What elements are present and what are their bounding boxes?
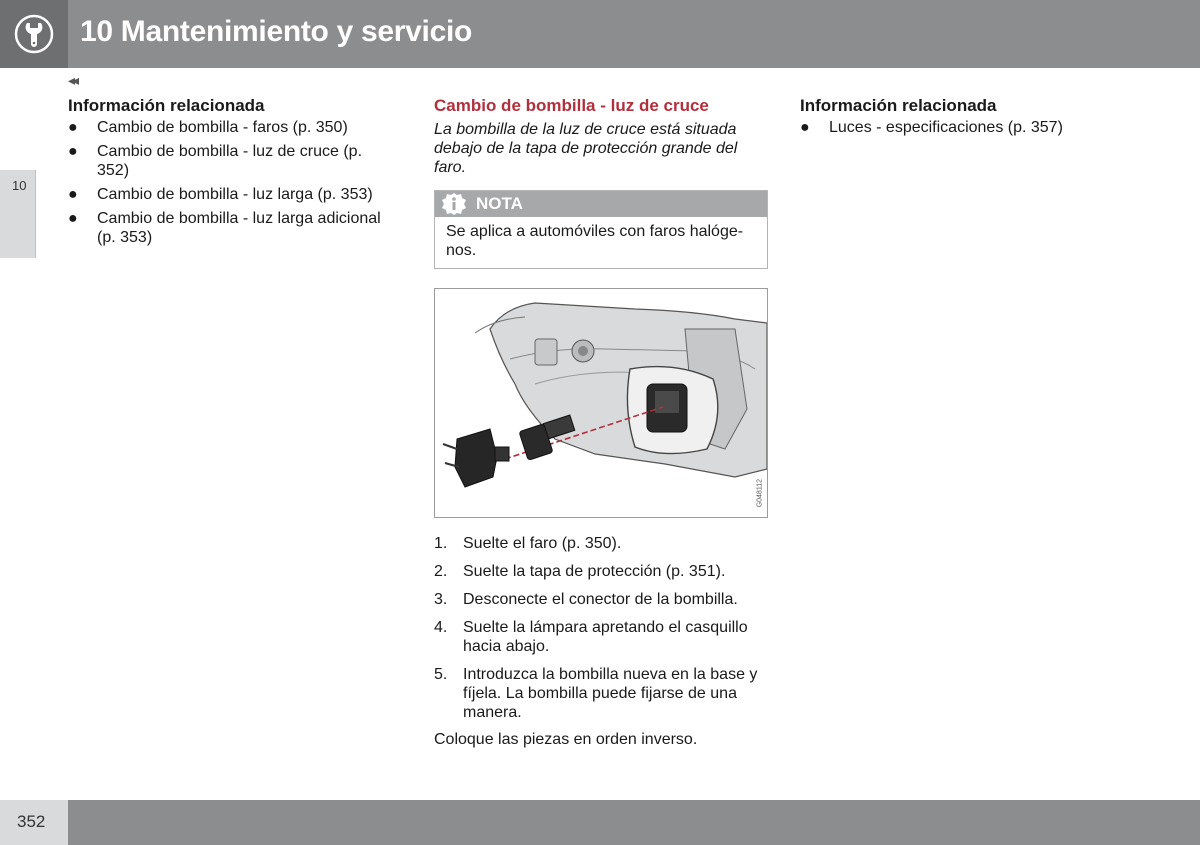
related-link-text[interactable]: Cambio de bombilla - faros (p. 350) — [97, 119, 348, 136]
related-info-left — [68, 96, 398, 247]
step-number: 1. — [434, 535, 448, 552]
note-header — [435, 191, 767, 217]
step-number: 5. — [434, 666, 448, 683]
headlight-illustration — [434, 288, 768, 518]
bullet-icon: ● — [68, 210, 78, 227]
step-item — [434, 534, 768, 553]
section-heading: Información relacionada — [800, 96, 997, 115]
bullet-icon: ● — [68, 143, 78, 160]
step-item — [434, 665, 768, 722]
info-icon — [439, 192, 469, 216]
step-text: Introduzca la bombilla nueva en la base y fíjela. La bombilla puede fijarse de una manera. — [463, 666, 758, 721]
section-title: Cambio de bombilla - luz de cruce — [434, 96, 709, 115]
wrench-icon — [14, 14, 54, 54]
section-heading: Información relacionada — [68, 96, 265, 115]
page-header — [0, 0, 1200, 68]
steps-list — [434, 534, 768, 722]
bullet-icon: ● — [68, 186, 78, 203]
page-number-box — [0, 800, 68, 845]
chapter-title: 10 Mantenimiento y servicio — [80, 15, 473, 48]
page-footer — [0, 800, 1200, 845]
related-link-text[interactable]: Cambio de bombilla - luz larga (p. 353) — [97, 186, 373, 203]
related-link-text[interactable]: Cambio de bombilla - luz de cruce (p. 352) — [97, 143, 363, 179]
related-link-text[interactable]: Cambio de bombilla - luz larga adicional (p. 353) — [97, 210, 381, 246]
related-info-right — [800, 96, 1140, 137]
step-text: Suelte la tapa de protección (p. 351). — [463, 563, 726, 580]
step-text: Suelte la lámpara apretando el casquillo hacia abajo. — [463, 619, 748, 655]
related-link[interactable] — [68, 209, 398, 247]
step-number: 3. — [434, 591, 448, 608]
related-link[interactable] — [68, 142, 398, 180]
chapter-side-tab[interactable] — [0, 170, 36, 258]
related-link[interactable] — [68, 118, 398, 137]
chapter-icon-box — [0, 0, 68, 68]
note-text: Se aplica a automóviles con faros halógenos. — [446, 223, 744, 259]
bullet-icon: ● — [800, 119, 810, 136]
related-link[interactable] — [68, 185, 398, 204]
bullet-icon: ● — [68, 119, 78, 136]
step-text: Desconecte el conector de la bombilla. — [463, 591, 738, 608]
related-link[interactable] — [800, 118, 1140, 137]
closing-text: Coloque las piezas en orden inverso. — [434, 731, 698, 748]
step-text: Suelte el faro (p. 350). — [463, 535, 622, 552]
step-item — [434, 618, 768, 656]
related-links-list — [68, 118, 398, 247]
step-number: 4. — [434, 619, 448, 636]
main-section — [434, 96, 768, 749]
related-links-list — [800, 118, 1140, 137]
related-link-text[interactable]: Luces - especificaciones (p. 357) — [829, 119, 1063, 136]
figure-code: G048112 — [756, 479, 763, 508]
headlight-bulb-drawing — [435, 289, 767, 517]
step-item — [434, 590, 768, 609]
step-item — [434, 562, 768, 581]
note-label: NOTA — [476, 194, 523, 213]
page-number: 352 — [17, 812, 46, 831]
back-nav-icon[interactable]: ◂◂ — [68, 72, 77, 88]
note-box — [434, 190, 768, 269]
section-intro: La bombilla de la luz de cruce está situada debajo de la tapa de protección grande del faro. — [434, 121, 738, 176]
step-number: 2. — [434, 563, 448, 580]
chapter-side-tab-label: 10 — [12, 178, 27, 193]
